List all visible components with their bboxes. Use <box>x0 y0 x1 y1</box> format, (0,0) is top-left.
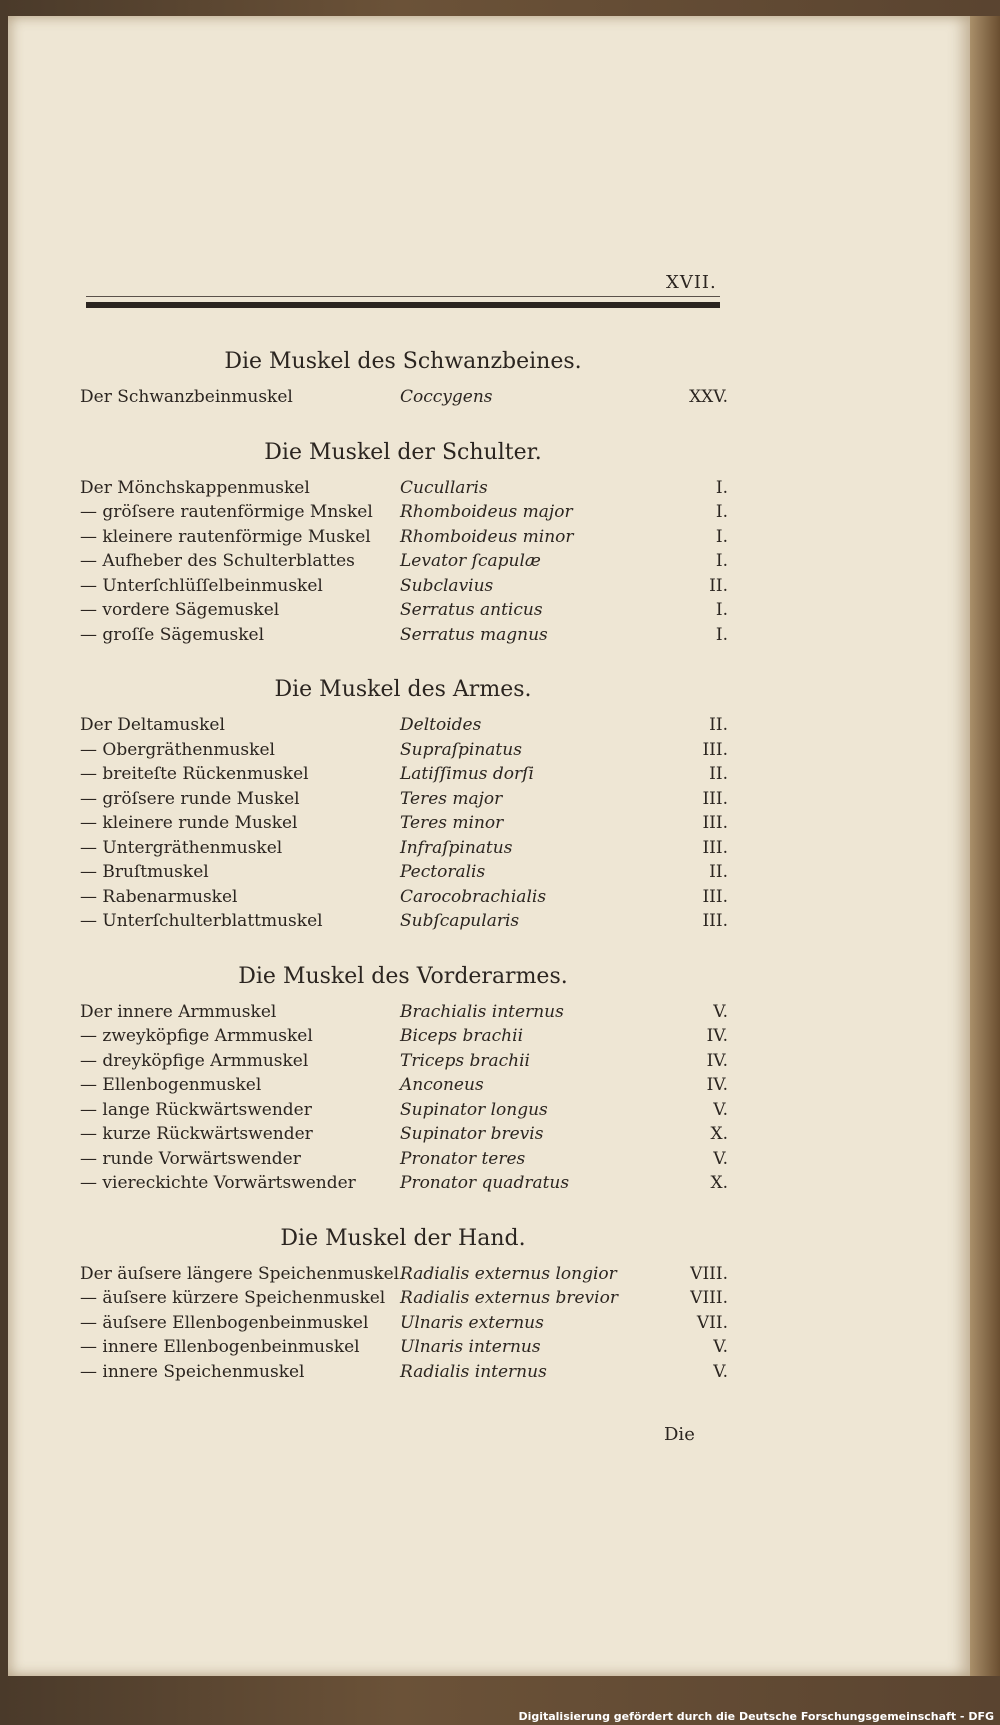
list-item <box>78 787 728 812</box>
list-item <box>78 476 728 501</box>
german-name: — Aufheber des Schulterblattes <box>80 551 355 571</box>
latin-name: Pronator teres <box>400 1148 526 1169</box>
header-rule <box>86 302 720 308</box>
list-item <box>78 811 728 836</box>
table-number: I. <box>715 477 728 498</box>
list-item <box>78 836 728 861</box>
german-name: — Unterſchulterblattmuskel <box>80 911 323 931</box>
section-title: Die Muskel der Schulter. <box>264 439 542 465</box>
table-number: III. <box>702 739 728 760</box>
muscle-index <box>78 345 728 1410</box>
list-item <box>78 1122 728 1147</box>
table-number: III. <box>702 788 728 809</box>
list-item <box>78 909 728 934</box>
list-item <box>78 549 728 574</box>
entry-list <box>78 1262 728 1385</box>
header-rule-thin <box>86 296 720 297</box>
list-item <box>78 1098 728 1123</box>
latin-name: Supraſpinatus <box>400 739 522 760</box>
german-name: — Untergräthenmuskel <box>80 837 283 858</box>
latin-name: Supinator brevis <box>400 1124 544 1144</box>
german-name: — Rabenarmuskel <box>80 886 238 907</box>
table-number: II. <box>709 862 728 882</box>
table-number: VII. <box>696 1312 728 1333</box>
german-name: — vordere Sägemuskel <box>80 600 280 620</box>
latin-name: Rhomboideus major <box>400 502 573 522</box>
latin-name: Anconeus <box>400 1075 484 1095</box>
table-number: X. <box>710 1124 728 1144</box>
latin-name: Supinator longus <box>400 1099 548 1120</box>
latin-name: Subclavius <box>400 575 494 596</box>
german-name: Der innere Armmuskel <box>80 1001 277 1022</box>
latin-name: Brachialis internus <box>400 1001 564 1022</box>
german-name: — kleinere rautenförmige Muskel <box>80 526 371 547</box>
german-name: — gröſsere runde Muskel <box>80 788 300 809</box>
table-number: II. <box>709 575 728 596</box>
list-item <box>78 1286 728 1311</box>
latin-name: Latiſſimus dorſi <box>400 764 534 784</box>
entry-list <box>78 476 728 648</box>
latin-name: Radialis externus brevior <box>400 1288 618 1308</box>
table-number: II. <box>709 715 728 735</box>
page-number: XVII. <box>666 272 717 293</box>
list-item <box>78 713 728 738</box>
entry-list <box>78 385 728 410</box>
table-number: X. <box>710 1173 728 1193</box>
german-name: — innere Speichenmuskel <box>80 1361 305 1382</box>
section-title: Die Muskel des Schwanzbeines. <box>224 349 582 374</box>
table-number: I. <box>715 600 728 620</box>
table-number: VIII. <box>690 1263 728 1284</box>
german-name: Der Mönchskappenmuskel <box>80 477 310 498</box>
list-item <box>78 1073 728 1098</box>
list-item <box>78 623 728 648</box>
entry-list <box>78 1000 728 1196</box>
list-item <box>78 1335 728 1360</box>
table-number: XXV. <box>689 387 728 407</box>
german-name: — innere Ellenbogenbeinmuskel <box>80 1337 360 1357</box>
list-item <box>78 1147 728 1172</box>
list-item <box>78 1171 728 1196</box>
list-item <box>78 885 728 910</box>
table-number: V. <box>713 1337 728 1357</box>
latin-name: Levator ſcapulæ <box>400 551 541 571</box>
table-number: IV. <box>706 1075 728 1095</box>
latin-name: Serratus magnus <box>400 624 548 645</box>
german-name: — äuſsere Ellenbogenbeinmuskel <box>80 1312 369 1333</box>
entry-list <box>78 713 728 934</box>
latin-name: Radialis externus longior <box>400 1263 617 1284</box>
table-number: IV. <box>706 1026 728 1046</box>
list-item <box>78 1049 728 1074</box>
table-number: V. <box>713 1099 728 1120</box>
german-name: — zweyköpfige Armmuskel <box>80 1026 313 1046</box>
german-name: — lange Rückwärtswender <box>80 1099 312 1120</box>
list-item <box>78 1000 728 1025</box>
list-item <box>78 738 728 763</box>
list-item <box>78 500 728 525</box>
table-number: III. <box>702 886 728 907</box>
list-item <box>78 1262 728 1287</box>
latin-name: Rhomboideus minor <box>400 526 574 547</box>
german-name: — runde Vorwärtswender <box>80 1148 301 1169</box>
catchword: Die <box>664 1424 695 1445</box>
section-title: Die Muskel der Hand. <box>280 1225 526 1251</box>
section-title: Die Muskel des Vorderarmes. <box>238 963 568 989</box>
german-name: — Unterſchlüſſelbeinmuskel <box>80 575 323 596</box>
table-number: V. <box>713 1001 728 1022</box>
list-item <box>78 385 728 410</box>
latin-name: Carocobrachialis <box>400 886 547 907</box>
table-number: I. <box>715 551 728 571</box>
german-name: — Ellenbogenmuskel <box>80 1075 262 1095</box>
latin-name: Infraſpinatus <box>400 837 513 858</box>
list-item <box>78 1024 728 1049</box>
german-name: — gröſsere rautenförmige Mnskel <box>80 502 373 522</box>
german-name: — viereckichte Vorwärtswender <box>80 1173 356 1193</box>
list-item <box>78 1360 728 1385</box>
latin-name: Cucullaris <box>400 477 488 498</box>
latin-name: Teres major <box>400 788 503 809</box>
latin-name: Pronator quadratus <box>400 1173 570 1193</box>
table-number: I. <box>715 624 728 645</box>
page-edge <box>970 16 1000 1676</box>
section-title: Die Muskel des Armes. <box>274 677 532 702</box>
list-item <box>78 762 728 787</box>
list-item <box>78 525 728 550</box>
table-number: V. <box>713 1148 728 1169</box>
list-item <box>78 860 728 885</box>
table-number: III. <box>702 837 728 858</box>
list-item <box>78 574 728 599</box>
latin-name: Pectoralis <box>400 862 486 882</box>
table-number: IV. <box>706 1050 728 1071</box>
german-name: — groſſe Sägemuskel <box>80 624 265 645</box>
latin-name: Teres minor <box>400 813 504 833</box>
german-name: — kurze Rückwärtswender <box>80 1124 313 1144</box>
latin-name: Coccygens <box>400 387 493 407</box>
german-name: — breiteſte Rückenmuskel <box>80 764 309 784</box>
table-number: V. <box>713 1361 728 1382</box>
table-number: II. <box>709 764 728 784</box>
german-name: Der äuſsere längere Speichenmuskel <box>80 1263 400 1284</box>
list-item <box>78 1311 728 1336</box>
latin-name: Subſcapularis <box>400 911 520 931</box>
latin-name: Radialis internus <box>400 1361 547 1382</box>
latin-name: Triceps brachii <box>400 1050 530 1071</box>
german-name: — dreyköpfige Armmuskel <box>80 1050 309 1071</box>
german-name: Der Schwanzbeinmuskel <box>80 387 293 407</box>
dfg-footer: Digitalisierung gefördert durch die Deutsche Forschungsgemeinschaft - DFG <box>518 1710 994 1723</box>
german-name: — Bruſtmuskel <box>80 862 209 882</box>
table-number: VIII. <box>690 1288 728 1308</box>
table-number: I. <box>715 526 728 547</box>
latin-name: Ulnaris internus <box>400 1337 541 1357</box>
german-name: Der Deltamuskel <box>80 715 225 735</box>
german-name: — äuſsere kürzere Speichenmuskel <box>80 1288 386 1308</box>
table-number: III. <box>702 813 728 833</box>
table-number: III. <box>702 911 728 931</box>
latin-name: Ulnaris externus <box>400 1312 544 1333</box>
latin-name: Serratus anticus <box>400 600 543 620</box>
latin-name: Deltoides <box>400 715 482 735</box>
list-item <box>78 598 728 623</box>
latin-name: Biceps brachii <box>400 1026 524 1046</box>
german-name: — kleinere runde Muskel <box>80 813 298 833</box>
german-name: — Obergräthenmuskel <box>80 739 275 760</box>
table-number: I. <box>715 502 728 522</box>
